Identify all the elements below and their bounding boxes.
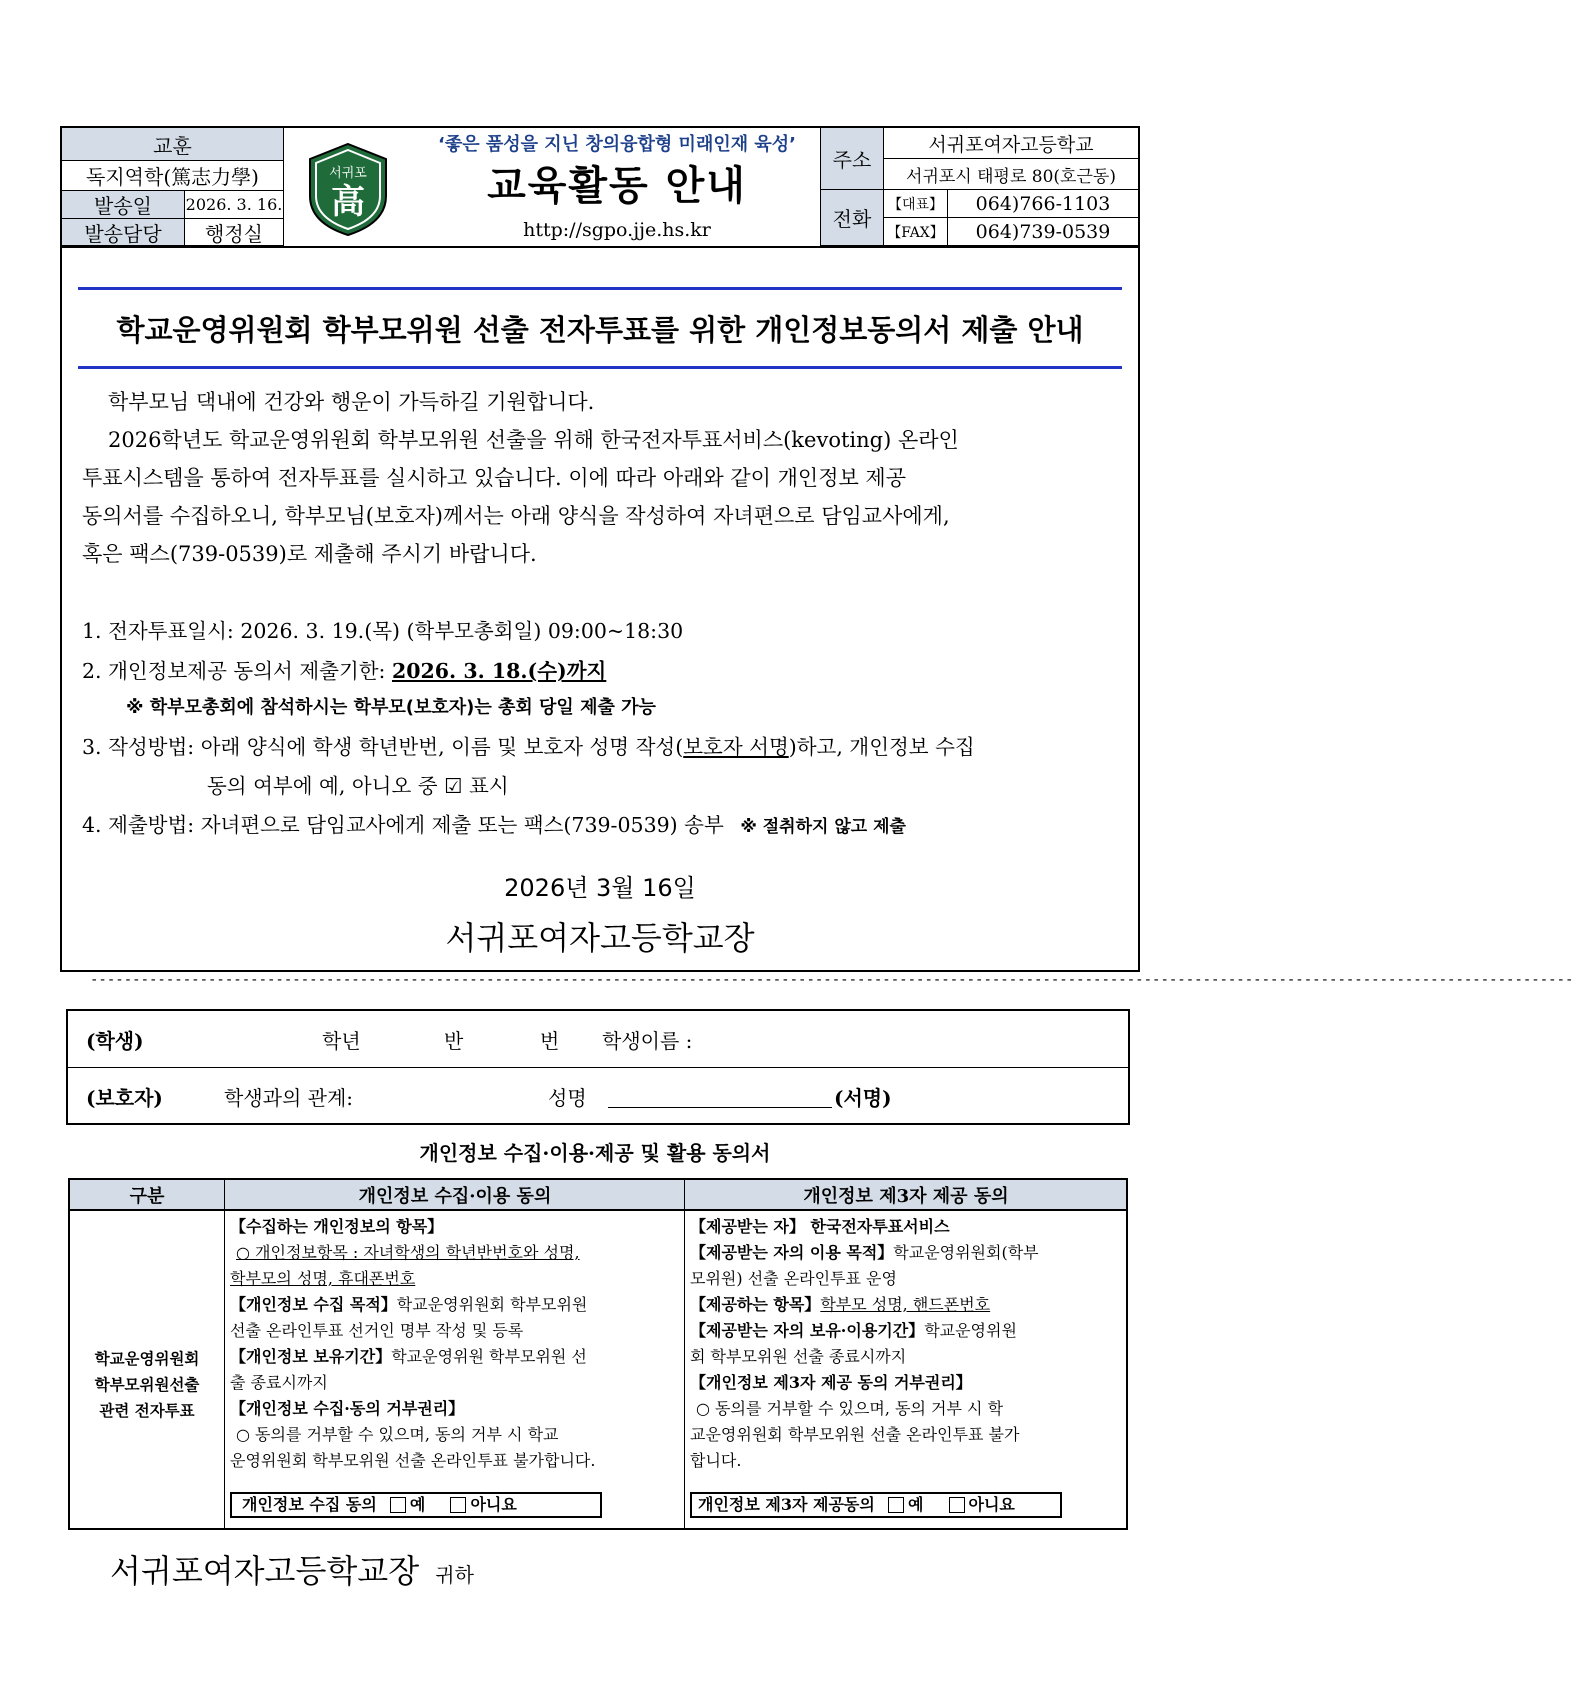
deadline-date: 2026. 3. 18.(수)까지: [391, 659, 607, 683]
third-refusal-heading: 【개인정보 제3자 제공 동의 거부권리】: [690, 1373, 972, 1392]
third-purpose-heading: 【제공받는 자의 이용 목적】: [690, 1243, 894, 1262]
third-yes-checkbox[interactable]: [888, 1497, 904, 1513]
third-retention-text: 학교운영위원: [924, 1321, 1017, 1340]
collect-items-heading: 【수집하는 개인정보의 항목】: [230, 1217, 444, 1236]
addressee-suffix: 귀하: [435, 1563, 474, 1587]
issue-date: 2026년 3월 16일: [504, 874, 696, 902]
col-collect: 개인정보 수집·이용 동의: [358, 1186, 552, 1207]
collect-purpose-heading: 【개인정보 수집 목적】: [230, 1295, 397, 1314]
header-divider: [62, 246, 1138, 248]
item-vote-date: 1. 전자투표일시: 2026. 3. 19.(목) (학부모총회일) 09:00~18:30: [82, 619, 684, 643]
grade-label: 학년: [322, 1029, 361, 1053]
page-title: 교육활동 안내: [487, 163, 747, 209]
third-yes-label: 예: [907, 1495, 924, 1514]
col-category: 구분: [129, 1186, 165, 1207]
phone-label: 전화: [820, 190, 884, 246]
guardian-label: (보호자): [86, 1086, 163, 1110]
phone-main-label: 【대표】: [884, 190, 948, 218]
guardian-name-field[interactable]: [608, 1107, 832, 1108]
body-line-3: 동의서를 수집하오니, 학부모님(보호자)께서는 아래 양식을 작성하여 자녀편으로 담임교사에게,: [82, 504, 950, 528]
consent-table: [68, 1178, 1128, 1530]
category-line-3: 관련 전자투표: [99, 1402, 195, 1420]
third-items-heading: 【제공하는 항목】: [690, 1295, 821, 1314]
guardian-name-label: 성명: [548, 1086, 587, 1110]
document-title: 학교운영위원회 학부모위원 선출 전자투표를 위한 개인정보동의서 제출 안내: [116, 313, 1084, 347]
collect-consent-box: [230, 1492, 602, 1518]
submit-note: ※ 절취하지 않고 제출: [740, 817, 906, 837]
third-consent-box: [690, 1492, 1062, 1518]
third-retention-line-2: 회 학부모위원 선출 종료시까지: [690, 1347, 907, 1366]
collect-refusal-line-2: 운영위원회 학부모위원 선출 온라인투표 불가합니다.: [230, 1451, 596, 1470]
school-url: http://sgpo.jje.hs.kr: [523, 219, 711, 241]
col-divider-2: [684, 1180, 685, 1528]
student-name-label: 학생이름 :: [602, 1029, 693, 1053]
principal-signature: 서귀포여자고등학교장: [445, 919, 755, 957]
third-recipient-heading: 【제공받는 자】 한국전자투표서비스: [690, 1217, 950, 1236]
student-label: (학생): [86, 1029, 144, 1053]
logo-text-top: 서귀포: [329, 166, 367, 181]
collect-purpose-line-2: 선출 온라인투표 선거인 명부 작성 및 등록: [230, 1321, 524, 1340]
school-logo-icon: [307, 141, 389, 237]
third-refusal-line-3: 합니다.: [690, 1451, 742, 1470]
class-label: 반: [444, 1029, 464, 1053]
motto-label: 교훈: [62, 128, 284, 161]
item-method-suffix: )하고, 개인정보 수집: [788, 735, 975, 759]
third-refusal-line-2: 교운영위원회 학부모위원 선출 온라인투표 불가: [690, 1425, 1020, 1444]
guardian-sign-note: 보호자 서명: [683, 735, 789, 759]
third-retention-heading: 【제공받는 자의 보유·이용기간】: [690, 1321, 925, 1340]
phone-main-value: 064)766-1103: [948, 190, 1138, 218]
third-no-checkbox[interactable]: [949, 1497, 965, 1513]
third-refusal-line-1: ○ 동의를 거부할 수 있으며, 동의 거부 시 학: [696, 1399, 1004, 1418]
title-rule-bottom: [78, 366, 1122, 369]
collect-purpose-text: 학교운영위원회 학부모위원: [396, 1295, 588, 1314]
fax-label: 【FAX】: [884, 218, 948, 246]
title-rule-top: [78, 287, 1122, 290]
addressee: [110, 1546, 474, 1592]
collect-items-line-2: 학부모의 성명, 휴대폰번호: [230, 1269, 416, 1288]
item-method: [82, 730, 1118, 760]
collect-items-line-1: ○ 개인정보항목 : 자녀학생의 학년반번호와 성명,: [236, 1243, 580, 1262]
collect-no-checkbox[interactable]: [450, 1497, 466, 1513]
slogan: ‘좋은 품성을 지닌 창의융합형 미래인재 육성’: [438, 134, 796, 155]
consent-title: 개인정보 수집·이용·제공 및 활용 동의서: [419, 1141, 771, 1165]
collect-yes-checkbox[interactable]: [390, 1497, 406, 1513]
sent-date-value: 2026. 3. 16.: [185, 191, 284, 219]
logo-text-center: 高: [331, 182, 365, 222]
item-method-label: 3. 작성방법: 아래 양식에 학생 학년반번, 이름 및 보호자 성명 작성(: [82, 735, 684, 759]
col-third-party: 개인정보 제3자 제공 동의: [803, 1186, 1009, 1207]
item-submit-text: 4. 제출방법: 자녀편으로 담임교사에게 제출 또는 팩스(739-0539) 송부: [82, 813, 724, 837]
deadline-note: ※ 학부모총회에 참석하시는 학부모(보호자)는 총회 당일 제출 가능: [126, 697, 656, 718]
body-line-4: 혹은 팩스(739-0539)로 제출해 주시기 바랍니다.: [82, 542, 537, 566]
address-school: 서귀포여자고등학교: [884, 128, 1138, 159]
form-divider: [68, 1067, 1128, 1068]
sender-value: 행정실: [185, 219, 284, 246]
body-line-1: 2026학년도 학교운영위원회 학부모위원 선출을 위해 한국전자투표서비스(kevoting) 온라인: [108, 428, 959, 452]
collect-no-label: 아니요: [470, 1495, 517, 1514]
collect-retention-text: 학교운영위원 학부모위원 선: [391, 1347, 587, 1366]
third-no-label: 아니요: [968, 1495, 1015, 1514]
collect-refusal-line-1: ○ 동의를 거부할 수 있으며, 동의 거부 시 학교: [236, 1425, 559, 1444]
greeting: 학부모님 댁내에 건강와 행운이 가득하길 기원합니다.: [108, 390, 595, 414]
third-purpose-line-2: 모위원) 선출 온라인투표 운영: [690, 1269, 897, 1288]
collect-column: [230, 1214, 680, 1474]
third-items-text: 학부모 성명, 핸드폰번호: [820, 1295, 991, 1314]
sign-label: (서명): [834, 1086, 892, 1110]
collect-yes-label: 예: [409, 1495, 426, 1514]
addressee-name: 서귀포여자고등학교장: [110, 1552, 420, 1590]
student-form: [66, 1009, 1130, 1125]
category-line-1: 학교운영위원회: [94, 1350, 200, 1368]
item-submit: [82, 808, 906, 838]
number-label: 번: [540, 1029, 560, 1053]
fax-value: 064)739-0539: [948, 218, 1138, 246]
third-party-column: [690, 1214, 1120, 1474]
third-purpose-text: 학교운영위원회(학부: [893, 1243, 1039, 1262]
col-divider-1: [224, 1180, 225, 1528]
item-deadline: [82, 654, 606, 684]
collect-consent-label: 개인정보 수집 동의: [242, 1495, 377, 1514]
third-consent-label: 개인정보 제3자 제공동의: [698, 1495, 875, 1514]
collect-retention-heading: 【개인정보 보유기간】: [230, 1347, 392, 1366]
body-line-2: 투표시스템을 통하여 전자투표를 실시하고 있습니다. 이에 따라 아래와 같이 개인정보 제공: [82, 466, 907, 490]
cut-line: --------------------------------------------------------------------------------------------------------------------------------------------------------------------------------: [90, 972, 1573, 988]
notice-box: [60, 126, 1140, 972]
motto-value: 독지역학(篤志力學): [62, 161, 284, 191]
collect-refusal-heading: 【개인정보 수집·동의 거부권리】: [230, 1399, 465, 1418]
relation-label: 학생과의 관계:: [224, 1086, 354, 1110]
sender-label: 발송담당: [62, 219, 185, 246]
item-method-line2: 동의 여부에 예, 아니오 중 ☑ 표시: [207, 774, 509, 798]
sent-date-label: 발송일: [62, 191, 185, 219]
category-cell: [70, 1346, 224, 1424]
collect-retention-line-2: 출 종료시까지: [230, 1373, 328, 1392]
address-value: 서귀포시 태평로 80(호근동): [884, 159, 1138, 190]
category-line-2: 학부모위원선출: [94, 1376, 200, 1394]
address-label: 주소: [820, 128, 884, 190]
item-deadline-label: 2. 개인정보제공 동의서 제출기한:: [82, 659, 392, 683]
